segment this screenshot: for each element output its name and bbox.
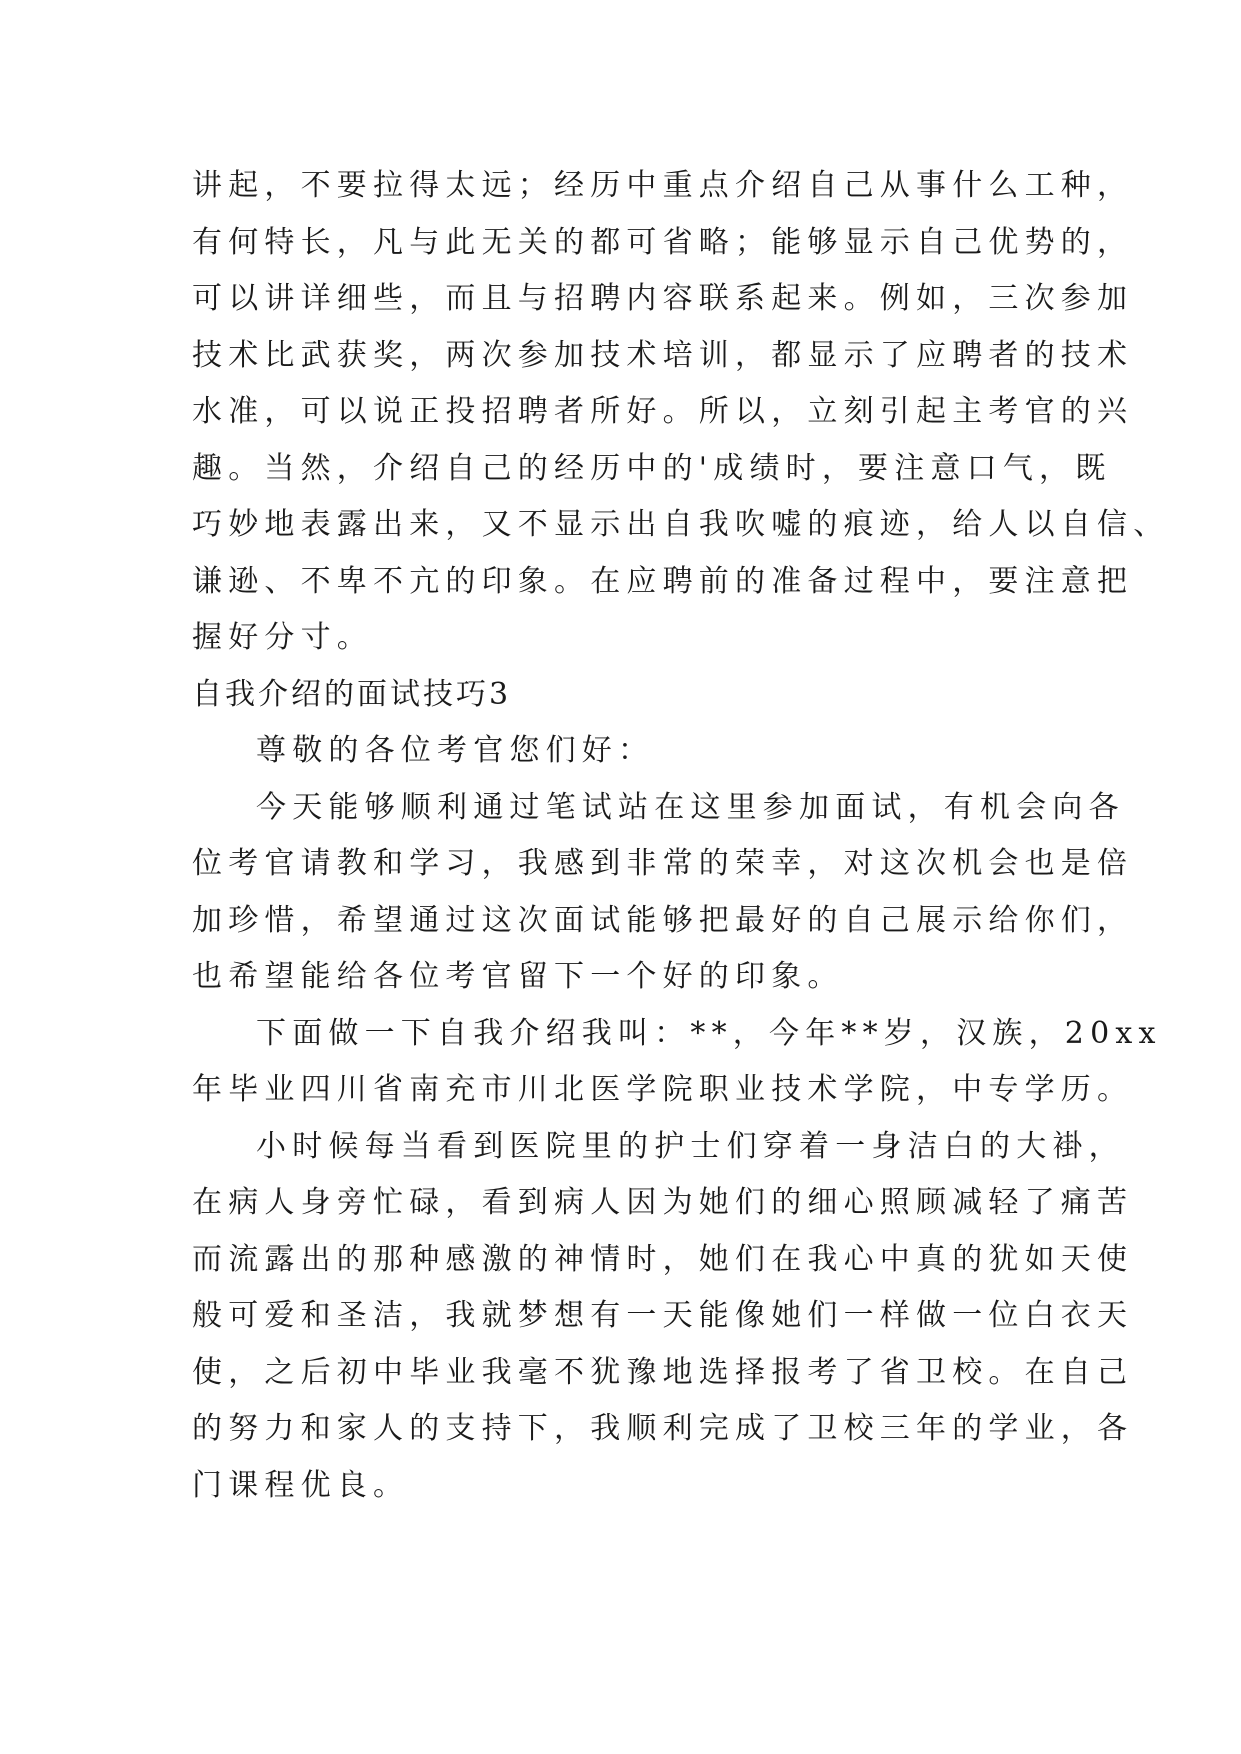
- section-heading: 自我介绍的面试技巧3: [192, 676, 512, 712]
- text-line: 有何特长，凡与此无关的都可省略；能够显示自己优势的，: [192, 224, 1134, 260]
- text-line: 般可爱和圣洁，我就梦想有一天能像她们一样做一位白衣天: [192, 1298, 1134, 1333]
- text-line: 握好分寸。: [192, 620, 373, 655]
- text-line: 年毕业四川省南充市川北医学院职业技术学院，中专学历。: [192, 1072, 1134, 1107]
- text-line: 水准，可以说正投招聘者所好。所以，立刻引起主考官的兴: [192, 394, 1134, 429]
- text-line: 讲起，不要拉得太远；经历中重点介绍自己从事什么工种，: [192, 168, 1134, 203]
- text-line: 门课程优良。: [192, 1467, 410, 1503]
- text-line: 位考官请教和学习，我感到非常的荣幸，对这次机会也是倍: [192, 846, 1134, 881]
- paragraph-start-line: 今天能够顺利通过笔试站在这里参加面试，有机会向各: [256, 789, 1125, 825]
- paragraph-start-line: 下面做一下自我介绍我叫：**，今年**岁，汉族，20xx: [256, 1015, 1162, 1051]
- text-line: 也希望能给各位考官留下一个好的印象。: [192, 959, 844, 994]
- text-line: 的努力和家人的支持下，我顺利完成了卫校三年的学业，各: [192, 1411, 1134, 1446]
- paragraph-start-line: 小时候每当看到医院里的护士们穿着一身洁白的大褂，: [256, 1128, 1125, 1164]
- text-line: 趣。当然，介绍自己的经历中的'成绩时，要注意口气，既: [192, 450, 1112, 486]
- text-line: 巧妙地表露出来，又不显示出自我吹嘘的痕迹，给人以自信、: [192, 507, 1170, 542]
- text-line: 在病人身旁忙碌，看到病人因为她们的细心照顾减轻了痛苦: [192, 1185, 1134, 1220]
- text-line: 技术比武获奖，两次参加技术培训，都显示了应聘者的技术: [192, 337, 1134, 373]
- text-line: 加珍惜，希望通过这次面试能够把最好的自己展示给你们，: [192, 902, 1134, 938]
- text-line: 可以讲详细些，而且与招聘内容联系起来。例如，三次参加: [192, 281, 1134, 316]
- salutation-line: 尊敬的各位考官您们好：: [256, 733, 655, 768]
- text-line: 使，之后初中毕业我毫不犹豫地选择报考了省卫校。在自己: [192, 1354, 1134, 1390]
- text-line: 而流露出的那种感激的神情时，她们在我心中真的犹如天使: [192, 1241, 1134, 1277]
- document-page: [192, 158, 1170, 1514]
- text-line: 谦逊、不卑不亢的印象。在应聘前的准备过程中，要注意把: [192, 563, 1134, 599]
